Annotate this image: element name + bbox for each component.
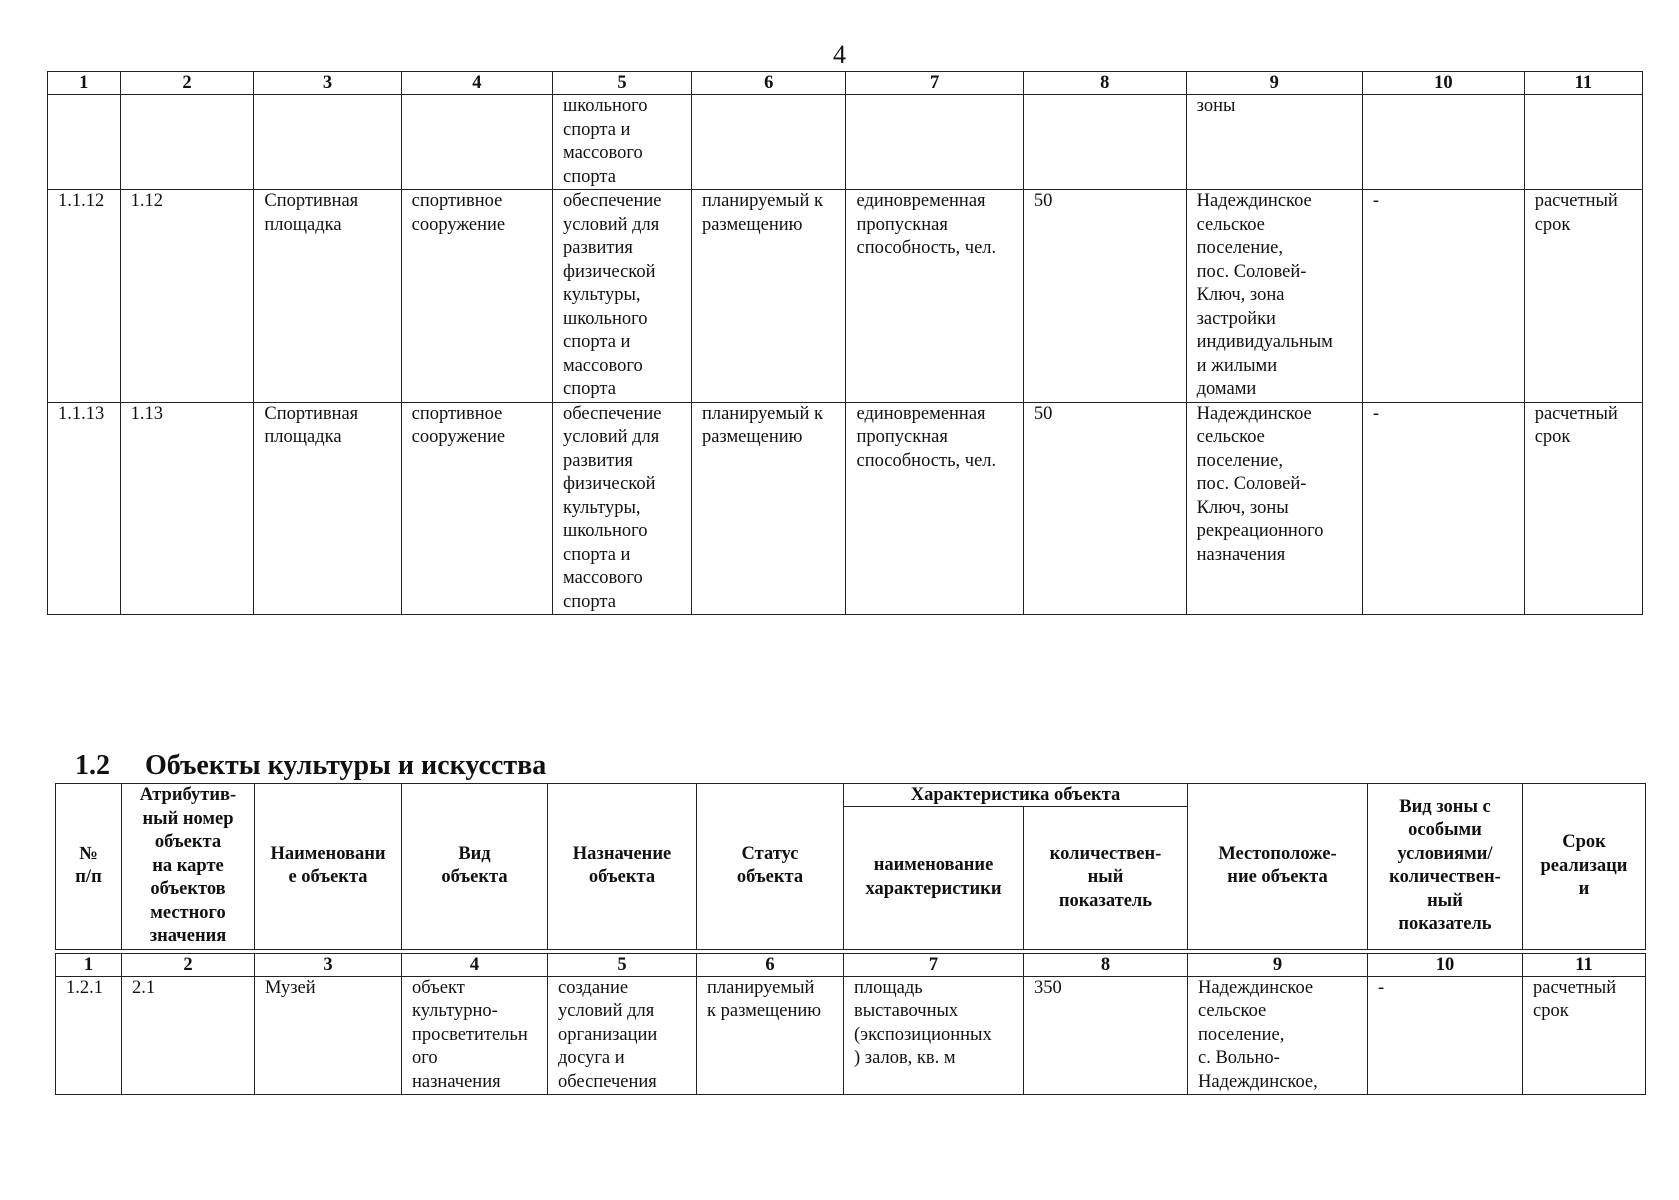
header-attr: Атрибутив- ный номер объекта на карте объектов местного значения — [122, 784, 255, 950]
cell-status: планируемый к размещению — [697, 976, 844, 1095]
page-number: 4 — [833, 40, 846, 69]
column-number: 6 — [697, 953, 844, 976]
cell-purpose: школьного спорта и массового спорта — [553, 95, 692, 190]
cell-attr: 1.12 — [120, 190, 254, 403]
column-number: 8 — [1024, 953, 1188, 976]
header-term: Срок реализаци и — [1523, 784, 1646, 950]
column-number: 3 — [254, 72, 401, 95]
section-number: 1.2 — [75, 750, 110, 781]
cell-kind — [401, 95, 552, 190]
cell-location: Надеждинское сельское поселение, с. Вольно- Надеждинское, — [1188, 976, 1368, 1095]
cell-term: расчетный срок — [1524, 402, 1642, 615]
column-number: 5 — [548, 953, 697, 976]
header-location: Местоположе- ние объекта — [1188, 784, 1368, 950]
header-name: Наименовани е объекта — [255, 784, 402, 950]
header-purpose: Назначение объекта — [548, 784, 697, 950]
cell-location: зоны — [1186, 95, 1362, 190]
column-number: 11 — [1524, 72, 1642, 95]
cell-char-value: 50 — [1023, 402, 1186, 615]
table-row — [48, 95, 1643, 190]
cell-name: Музей — [255, 976, 402, 1095]
column-number: 10 — [1368, 953, 1523, 976]
cell-status: планируемый к размещению — [691, 190, 846, 403]
cell-no — [48, 95, 121, 190]
header-no: № п/п — [56, 784, 122, 950]
column-number: 9 — [1188, 953, 1368, 976]
column-number: 4 — [402, 953, 548, 976]
table-row — [48, 402, 1643, 615]
cell-attr: 2.1 — [122, 976, 255, 1095]
cell-name: Спортивная площадка — [254, 402, 401, 615]
column-number: 8 — [1023, 72, 1186, 95]
column-number: 2 — [120, 72, 254, 95]
header-char-value: количествен- ный показатель — [1024, 807, 1188, 949]
header-status: Статус объекта — [697, 784, 844, 950]
column-number: 7 — [844, 953, 1024, 976]
cell-char-value: 50 — [1023, 190, 1186, 403]
sports-facilities-table-continued — [47, 71, 1643, 615]
cell-attr — [120, 95, 254, 190]
column-number: 3 — [255, 953, 402, 976]
column-number: 1 — [48, 72, 121, 95]
cell-location: Надеждинское сельское поселение, пос. Соловей- Ключ, зона застройки индивидуальным и жилыми домами — [1186, 190, 1362, 403]
cell-char-name: площадь выставочных (экспозиционных ) залов, кв. м — [844, 976, 1024, 1095]
cell-kind: объект культурно- просветительн ого назначения — [402, 976, 548, 1095]
cell-term: расчетный срок — [1524, 190, 1642, 403]
cell-char-name — [846, 95, 1023, 190]
column-numbers-row — [56, 953, 1646, 976]
section-title: Объекты культуры и искусства — [145, 750, 547, 781]
cell-status — [691, 95, 846, 190]
column-number: 11 — [1523, 953, 1646, 976]
column-number: 9 — [1186, 72, 1362, 95]
cell-zone: - — [1362, 190, 1524, 403]
cell-kind: спортивное сооружение — [401, 402, 552, 615]
cell-kind: спортивное сооружение — [401, 190, 552, 403]
cell-char-value — [1023, 95, 1186, 190]
cell-zone: - — [1368, 976, 1523, 1095]
cell-location: Надеждинское сельское поселение, пос. Соловей- Ключ, зоны рекреационного назначения — [1186, 402, 1362, 615]
culture-facilities-table — [55, 783, 1646, 1095]
column-number: 7 — [846, 72, 1023, 95]
column-number: 1 — [56, 953, 122, 976]
column-number: 6 — [691, 72, 846, 95]
header-kind: Вид объекта — [402, 784, 548, 950]
header-characteristics-group: Характеристика объекта — [844, 784, 1188, 807]
cell-purpose: обеспечение условий для развития физической культуры, школьного спорта и массового спорта — [553, 190, 692, 403]
table-header-row — [56, 784, 1646, 807]
cell-zone: - — [1362, 402, 1524, 615]
table-row — [56, 976, 1646, 1095]
cell-no: 1.1.13 — [48, 402, 121, 615]
column-number: 5 — [553, 72, 692, 95]
cell-term: расчетный срок — [1523, 976, 1646, 1095]
cell-char-value: 350 — [1024, 976, 1188, 1095]
column-number: 10 — [1362, 72, 1524, 95]
column-number: 4 — [401, 72, 552, 95]
cell-status: планируемый к размещению — [691, 402, 846, 615]
header-zone: Вид зоны с особыми условиями/ количествен- ный показатель — [1368, 784, 1523, 950]
cell-no: 1.1.12 — [48, 190, 121, 403]
cell-name: Спортивная площадка — [254, 190, 401, 403]
header-char-name: наименование характеристики — [844, 807, 1024, 949]
table-row — [48, 190, 1643, 403]
cell-char-name: единовременная пропускная способность, чел. — [846, 402, 1023, 615]
cell-name — [254, 95, 401, 190]
cell-purpose: создание условий для организации досуга и обеспечения — [548, 976, 697, 1095]
cell-purpose: обеспечение условий для развития физической культуры, школьного спорта и массового спорта — [553, 402, 692, 615]
column-number: 2 — [122, 953, 255, 976]
cell-term — [1524, 95, 1642, 190]
section-heading — [75, 750, 546, 782]
cell-no: 1.2.1 — [56, 976, 122, 1095]
column-numbers-row — [48, 72, 1643, 95]
cell-char-name: единовременная пропускная способность, чел. — [846, 190, 1023, 403]
cell-attr: 1.13 — [120, 402, 254, 615]
cell-zone — [1362, 95, 1524, 190]
